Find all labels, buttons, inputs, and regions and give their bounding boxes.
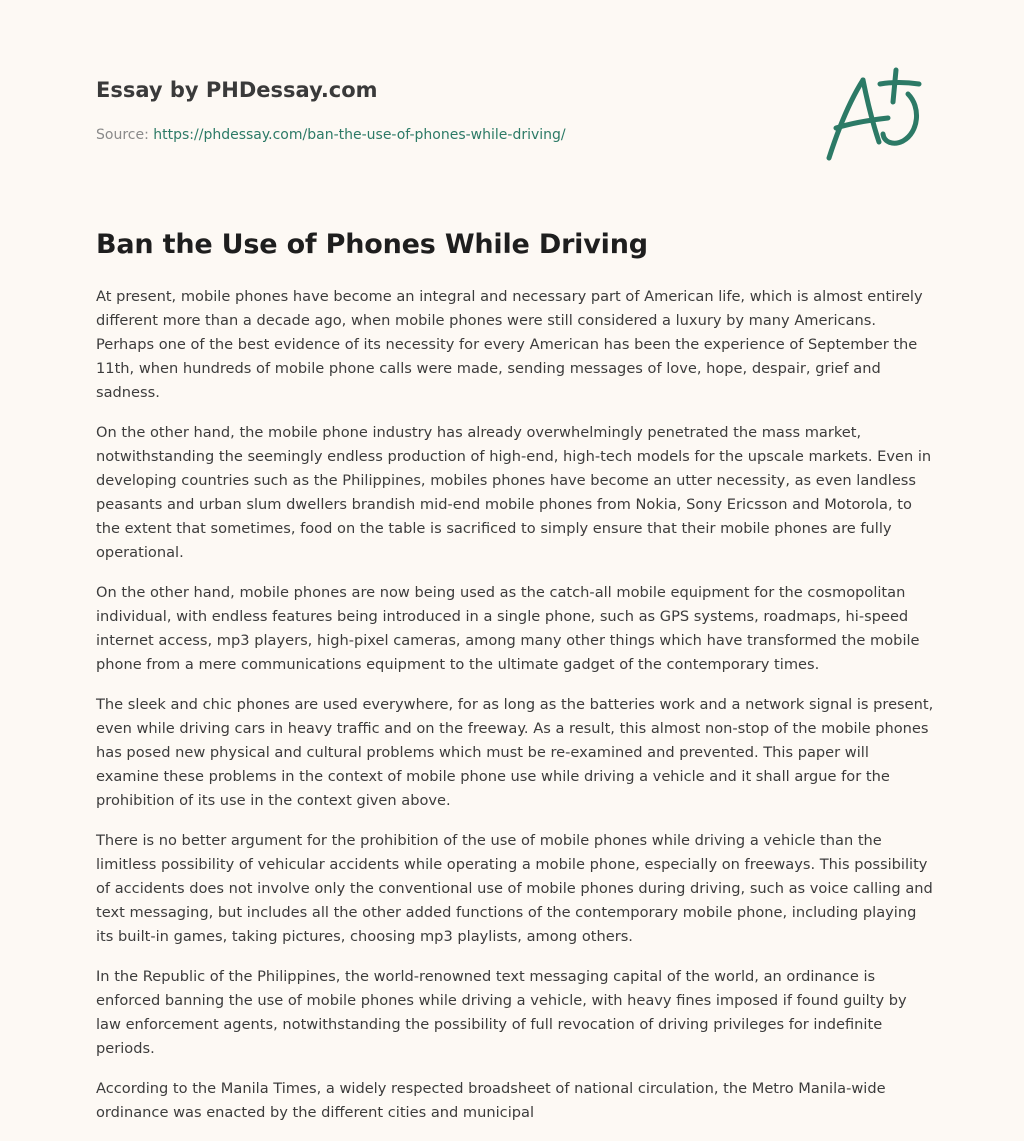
source-link[interactable]: https://phdessay.com/ban-the-use-of-phones-while-driving/ [153,127,566,143]
essay-paragraph: The sleek and chic phones are used everywhere, for as long as the batteries work and a network signal is present, even while driving cars in heavy traffic and on the freeway. As a result, this almost non-stop of the mobile phones has posed new physical and cultural problems which must be re-examined and prevented. This paper will examine these problems in the context of mobile phone use while driving a vehicle and it shall argue for the prohibition of its use in the context given above. [96,696,934,809]
source-label: Source: [96,127,149,143]
essay-title: Ban the Use of Phones While Driving [96,229,648,260]
essay-paragraph: On the other hand, mobile phones are now being used as the catch-all mobile equipment for the cosmopolitan individual, with endless features being introduced in a single phone, such as GPS systems, roadmaps, hi-speed internet access, mp3 players, high-pixel cameras, among many other things which have transformed the mobile phone from a mere communications equipment to the ultimate gadget of the contemporary times. [96,584,920,673]
essay-paragraph: There is no better argument for the prohibition of the use of mobile phones while driving a vehicle than the limitless possibility of vehicular accidents while operating a mobile phone, especially on freeways. This possibility of accidents does not involve only the conventional use of mobile phones during driving, such as voice calling and text messaging, but includes all the other added functions of the contemporary mobile phone, including playing its built-in games, taking pictures, choosing mp3 playlists, among others. [96,832,933,945]
site-brand: Essay by PHDessay.com [96,78,378,102]
page-header [96,76,796,145]
a-plus-grade-icon [818,64,928,168]
essay-paragraph: In the Republic of the Philippines, the world-renowned text messaging capital of the world, an ordinance is enforced banning the use of mobile phones while driving a vehicle, with heavy fines imposed if found guilty by law enforcement agents, notwithstanding the possibility of full revocation of driving privileges for indefinite periods. [96,968,907,1057]
essay-paragraph: At present, mobile phones have become an integral and necessary part of American life, which is almost entirely different more than a decade ago, when mobile phones were still considered a luxury by many Americans. Perhaps one of the best evidence of its necessity for every American has been the experience of September the 11th, when hundreds of mobile phone calls were made, sending messages of love, hope, despair, grief and sadness. [96,288,923,401]
essay-paragraph: According to the Manila Times, a widely respected broadsheet of national circulation, the Metro Manila-wide ordinance was enacted by the different cities and municipal [96,1080,886,1121]
essay-paragraph: On the other hand, the mobile phone industry has already overwhelmingly penetrated the mass market, notwithstanding the seemingly endless production of high-end, high-tech models for the upscale markets. Even in developing countries such as the Philippines, mobiles phones have become an utter necessity, as even landless peasants and urban slum dwellers brandish mid-end mobile phones from Nokia, Sony Ericsson and Motorola, to the extent that sometimes, food on the table is sacrificed to simply ensure that their mobile phones are fully operational. [96,424,932,561]
source-line [96,125,796,145]
essay-body [96,285,936,1141]
